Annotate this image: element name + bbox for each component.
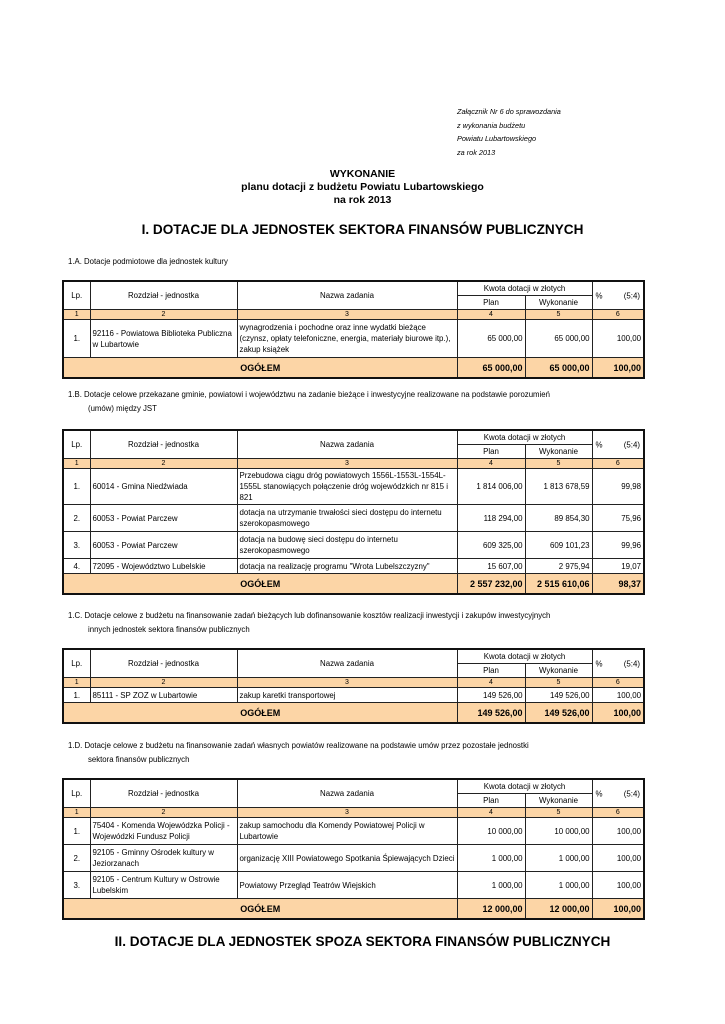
col-number: 4 bbox=[457, 678, 525, 688]
col-number: 5 bbox=[525, 808, 592, 818]
header-rozdzial: Rozdział - jednostka bbox=[90, 649, 237, 678]
header-kwota: Kwota dotacji w złotych bbox=[457, 649, 592, 664]
caption-text: sektora finansów publicznych bbox=[88, 755, 190, 764]
total-label: OGÓŁEM bbox=[63, 358, 457, 379]
section-heading-2: II. DOTACJE DLA JEDNOSTEK SPOZA SEKTORA FINANSÓW PUBLICZNYCH bbox=[114, 934, 611, 949]
cell-lp: 4. bbox=[63, 559, 90, 574]
total-wykonanie: 2 515 610,06 bbox=[525, 574, 592, 595]
cell-jednostka: 85111 - SP ZOZ w Lubartowie bbox=[90, 688, 237, 703]
col-number: 4 bbox=[457, 808, 525, 818]
col-number: 2 bbox=[90, 808, 237, 818]
cell-zadanie: wynagrodzenia i pochodne oraz inne wydatki bieżące (czynsz, opłaty telefoniczne, energia, materiały biurowe itp.), zakup książek bbox=[237, 320, 457, 358]
cell-wykonanie: 2 975,94 bbox=[525, 559, 592, 574]
caption-text: 1.C. Dotacje celowe z budżetu na finansowanie zadań bieżących lub dofinansowanie kosztów realizacji inwestycji i zakupów inwestycyjnych bbox=[68, 611, 551, 620]
table-row bbox=[63, 532, 644, 559]
header-pct bbox=[592, 281, 644, 310]
total-label: OGÓŁEM bbox=[63, 574, 457, 595]
header-plan: Plan bbox=[457, 296, 525, 310]
caption-text: (umów) między JST bbox=[88, 404, 157, 413]
total-row bbox=[63, 703, 644, 724]
cell-wykonanie: 1 000,00 bbox=[525, 872, 592, 899]
total-pct: 100,00 bbox=[592, 899, 644, 920]
cell-lp: 3. bbox=[63, 872, 90, 899]
cell-pct: 100,00 bbox=[592, 320, 644, 358]
cell-pct: 100,00 bbox=[592, 688, 644, 703]
cell-lp: 1. bbox=[63, 320, 90, 358]
col-number: 1 bbox=[63, 310, 90, 320]
cell-pct: 19,07 bbox=[592, 559, 644, 574]
total-plan: 2 557 232,00 bbox=[457, 574, 525, 595]
pct-sign: % bbox=[595, 291, 603, 300]
cell-pct: 100,00 bbox=[592, 818, 644, 845]
header-nazwa: Nazwa zadania bbox=[237, 779, 457, 808]
column-number-row bbox=[63, 678, 644, 688]
header-wykonanie: Wykonanie bbox=[525, 445, 592, 459]
table-row bbox=[63, 845, 644, 872]
section-heading-1: I. DOTACJE DLA JEDNOSTEK SEKTORA FINANSÓW PUBLICZNYCH bbox=[141, 222, 584, 237]
pct-sign: % bbox=[595, 659, 603, 668]
cell-jednostka: 72095 - Województwo Lubelskie bbox=[90, 559, 237, 574]
header-row bbox=[63, 649, 644, 664]
pct-formula: (5:4) bbox=[623, 789, 641, 798]
table-1d bbox=[62, 778, 645, 920]
cell-lp: 3. bbox=[63, 532, 90, 559]
cell-zadanie: zakup karetki transportowej bbox=[237, 688, 457, 703]
table-1a bbox=[62, 280, 645, 379]
pct-formula: (5:4) bbox=[623, 440, 641, 449]
annex-line: Powiatu Lubartowskiego bbox=[457, 134, 537, 143]
header-lp: Lp. bbox=[63, 649, 90, 678]
total-wykonanie: 65 000,00 bbox=[525, 358, 592, 379]
col-number: 1 bbox=[63, 808, 90, 818]
cell-zadanie: Przebudowa ciągu dróg powiatowych 1556L-1553L-1554L-1555L stanowiących połączenie dróg wojewódzkich nr 815 i 821 bbox=[237, 469, 457, 505]
cell-lp: 1. bbox=[63, 688, 90, 703]
col-number: 4 bbox=[457, 459, 525, 469]
cell-plan: 10 000,00 bbox=[457, 818, 525, 845]
pct-sign: % bbox=[595, 789, 603, 798]
header-wykonanie: Wykonanie bbox=[525, 794, 592, 808]
cell-wykonanie: 1 813 678,59 bbox=[525, 469, 592, 505]
header-kwota: Kwota dotacji w złotych bbox=[457, 430, 592, 445]
header-kwota: Kwota dotacji w złotych bbox=[457, 779, 592, 794]
cell-zadanie: dotacja na budowę sieci dostępu do internetu szerokopasmowego bbox=[237, 532, 457, 559]
col-number: 2 bbox=[90, 678, 237, 688]
header-kwota: Kwota dotacji w złotych bbox=[457, 281, 592, 296]
cell-wykonanie: 149 526,00 bbox=[525, 688, 592, 703]
caption-text: innych jednostek sektora finansów publicznych bbox=[88, 625, 250, 634]
cell-jednostka: 60014 - Gmina Niedźwiada bbox=[90, 469, 237, 505]
cell-plan: 1 000,00 bbox=[457, 872, 525, 899]
table-row bbox=[63, 818, 644, 845]
cell-jednostka: 92105 - Gminny Ośrodek kultury w Jeziorzanach bbox=[90, 845, 237, 872]
col-number: 1 bbox=[63, 459, 90, 469]
table-row bbox=[63, 505, 644, 532]
col-number: 5 bbox=[525, 678, 592, 688]
title-line: na rok 2013 bbox=[333, 194, 392, 206]
header-lp: Lp. bbox=[63, 430, 90, 459]
col-number: 6 bbox=[592, 808, 644, 818]
table-row bbox=[63, 320, 644, 358]
caption-1b bbox=[68, 388, 628, 416]
caption-1a bbox=[68, 255, 628, 269]
table-row bbox=[63, 469, 644, 505]
header-plan: Plan bbox=[457, 445, 525, 459]
col-number: 2 bbox=[90, 310, 237, 320]
cell-wykonanie: 10 000,00 bbox=[525, 818, 592, 845]
cell-pct: 100,00 bbox=[592, 845, 644, 872]
col-number: 3 bbox=[237, 310, 457, 320]
total-row bbox=[63, 899, 644, 920]
header-row bbox=[63, 779, 644, 794]
cell-lp: 2. bbox=[63, 845, 90, 872]
header-pct bbox=[592, 649, 644, 678]
column-number-row bbox=[63, 459, 644, 469]
total-wykonanie: 12 000,00 bbox=[525, 899, 592, 920]
pct-sign: % bbox=[595, 440, 603, 449]
col-number: 6 bbox=[592, 459, 644, 469]
cell-wykonanie: 89 854,30 bbox=[525, 505, 592, 532]
col-number: 3 bbox=[237, 459, 457, 469]
caption-1c bbox=[68, 609, 628, 637]
header-row bbox=[63, 430, 644, 445]
cell-pct: 75,96 bbox=[592, 505, 644, 532]
table-row bbox=[63, 559, 644, 574]
cell-plan: 1 814 006,00 bbox=[457, 469, 525, 505]
header-pct bbox=[592, 779, 644, 808]
total-plan: 12 000,00 bbox=[457, 899, 525, 920]
col-number: 6 bbox=[592, 678, 644, 688]
total-row bbox=[63, 358, 644, 379]
cell-plan: 609 325,00 bbox=[457, 532, 525, 559]
total-label: OGÓŁEM bbox=[63, 703, 457, 724]
table-row bbox=[63, 872, 644, 899]
col-number: 5 bbox=[525, 310, 592, 320]
header-lp: Lp. bbox=[63, 779, 90, 808]
column-number-row bbox=[63, 808, 644, 818]
cell-pct: 99,96 bbox=[592, 532, 644, 559]
title-line: WYKONANIE bbox=[329, 168, 396, 180]
cell-zadanie: Powiatowy Przegląd Teatrów Wiejskich bbox=[237, 872, 457, 899]
pct-formula: (5:4) bbox=[623, 659, 641, 668]
cell-pct: 99,98 bbox=[592, 469, 644, 505]
header-wykonanie: Wykonanie bbox=[525, 296, 592, 310]
total-label: OGÓŁEM bbox=[63, 899, 457, 920]
col-number: 6 bbox=[592, 310, 644, 320]
total-plan: 65 000,00 bbox=[457, 358, 525, 379]
cell-jednostka: 75404 - Komenda Wojewódzka Policji - Wojewódzki Fundusz Policji bbox=[90, 818, 237, 845]
header-rozdzial: Rozdział - jednostka bbox=[90, 779, 237, 808]
total-plan: 149 526,00 bbox=[457, 703, 525, 724]
cell-plan: 15 607,00 bbox=[457, 559, 525, 574]
total-row bbox=[63, 574, 644, 595]
header-nazwa: Nazwa zadania bbox=[237, 281, 457, 310]
header-wykonanie: Wykonanie bbox=[525, 664, 592, 678]
cell-lp: 2. bbox=[63, 505, 90, 532]
cell-jednostka: 60053 - Powiat Parczew bbox=[90, 532, 237, 559]
cell-zadanie: zakup samochodu dla Komendy Powiatowej Policji w Lubartowie bbox=[237, 818, 457, 845]
cell-zadanie: dotacja na realizację programu "Wrota Lubelszczyzny" bbox=[237, 559, 457, 574]
total-pct: 100,00 bbox=[592, 358, 644, 379]
header-plan: Plan bbox=[457, 664, 525, 678]
header-nazwa: Nazwa zadania bbox=[237, 649, 457, 678]
table-1c bbox=[62, 648, 645, 724]
cell-plan: 118 294,00 bbox=[457, 505, 525, 532]
cell-jednostka: 92105 - Centrum Kultury w Ostrowie Lubelskim bbox=[90, 872, 237, 899]
col-number: 1 bbox=[63, 678, 90, 688]
title-line: planu dotacji z budżetu Powiatu Lubartowskiego bbox=[241, 181, 484, 193]
cell-wykonanie: 609 101,23 bbox=[525, 532, 592, 559]
col-number: 3 bbox=[237, 678, 457, 688]
cell-pct: 100,00 bbox=[592, 872, 644, 899]
total-pct: 100,00 bbox=[592, 703, 644, 724]
total-pct: 98,37 bbox=[592, 574, 644, 595]
cell-plan: 65 000,00 bbox=[457, 320, 525, 358]
column-number-row bbox=[63, 310, 644, 320]
pct-formula: (5:4) bbox=[623, 291, 641, 300]
cell-plan: 149 526,00 bbox=[457, 688, 525, 703]
caption-text: 1.D. Dotacje celowe z budżetu na finansowanie zadań własnych powiatów realizowane na podstawie umów przez pozostałe jednostki bbox=[68, 741, 529, 750]
cell-zadanie: dotacja na utrzymanie trwałości sieci dostępu do internetu szerokopasmowego bbox=[237, 505, 457, 532]
total-wykonanie: 149 526,00 bbox=[525, 703, 592, 724]
cell-wykonanie: 1 000,00 bbox=[525, 845, 592, 872]
caption-text: 1.A. Dotacje podmiotowe dla jednostek kultury bbox=[68, 257, 228, 266]
cell-lp: 1. bbox=[63, 818, 90, 845]
cell-wykonanie: 65 000,00 bbox=[525, 320, 592, 358]
cell-zadanie: organizację XIII Powiatowego Spotkania Śpiewających Dzieci bbox=[237, 845, 457, 872]
caption-text: 1.B. Dotacje celowe przekazane gminie, powiatowi i województwu na zadanie bieżące i inwestycyjne realizowane na podstawie porozumień bbox=[68, 390, 550, 399]
header-plan: Plan bbox=[457, 794, 525, 808]
cell-jednostka: 92116 - Powiatowa Biblioteka Publiczna w Lubartowie bbox=[90, 320, 237, 358]
annex-note bbox=[457, 105, 561, 159]
table-1b bbox=[62, 429, 645, 595]
col-number: 2 bbox=[90, 459, 237, 469]
caption-1d bbox=[68, 739, 628, 767]
header-nazwa: Nazwa zadania bbox=[237, 430, 457, 459]
header-rozdzial: Rozdział - jednostka bbox=[90, 430, 237, 459]
document-title bbox=[0, 168, 725, 207]
annex-line: za rok 2013 bbox=[457, 147, 496, 157]
header-row bbox=[63, 281, 644, 296]
cell-jednostka: 60053 - Powiat Parczew bbox=[90, 505, 237, 532]
header-rozdzial: Rozdział - jednostka bbox=[90, 281, 237, 310]
cell-plan: 1 000,00 bbox=[457, 845, 525, 872]
col-number: 4 bbox=[457, 310, 525, 320]
col-number: 3 bbox=[237, 808, 457, 818]
cell-lp: 1. bbox=[63, 469, 90, 505]
col-number: 5 bbox=[525, 459, 592, 469]
table-row bbox=[63, 688, 644, 703]
header-lp: Lp. bbox=[63, 281, 90, 310]
annex-line: z wykonania budżetu bbox=[457, 120, 526, 130]
header-pct bbox=[592, 430, 644, 459]
annex-line: Załącznik Nr 6 do sprawozdania bbox=[457, 107, 561, 116]
